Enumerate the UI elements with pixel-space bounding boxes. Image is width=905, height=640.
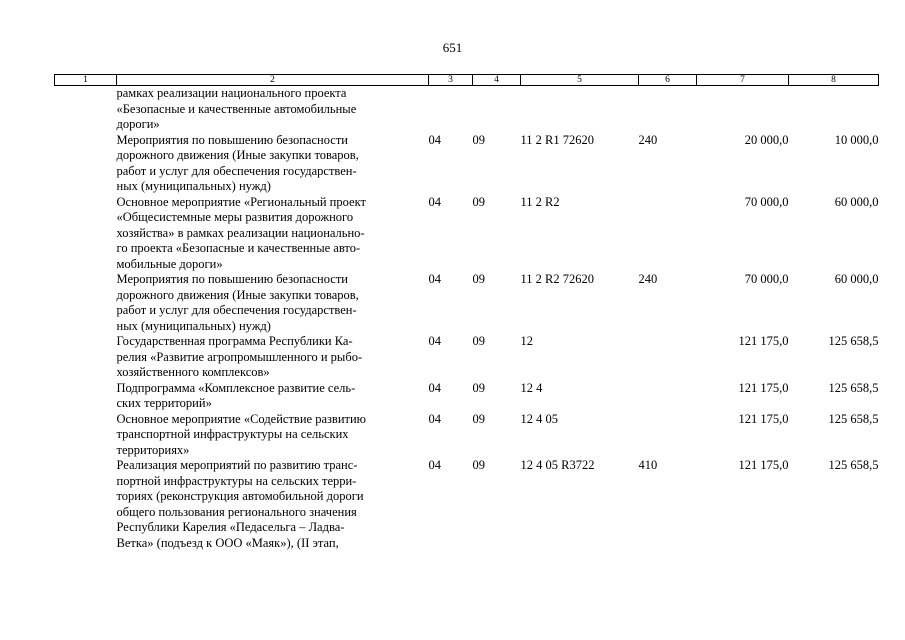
target-article-code: 11 2 R2 xyxy=(520,194,560,209)
item-name-line: Реализация мероприятий по развитию транс- xyxy=(116,458,358,472)
subsection-code xyxy=(473,86,521,133)
table-row xyxy=(55,334,879,381)
amount-year-2 xyxy=(789,86,879,133)
item-name-line: ских территорий» xyxy=(116,396,212,410)
amount-year-1: 121 175,0 xyxy=(738,334,789,348)
row-number-cell xyxy=(55,381,117,412)
item-name-line: Основное мероприятие «Региональный проект xyxy=(116,194,366,209)
item-name-line: хозяйства» в рамках реализации национально- xyxy=(116,225,365,240)
item-name-line: общего пользования регионального значения xyxy=(116,504,357,519)
item-name-line: работ и услуг для обеспечения государствен- xyxy=(116,303,357,317)
section-code: 04 xyxy=(428,334,441,348)
section-code: 04 xyxy=(428,272,441,286)
item-name-line: релия «Развитие агропромышленного и рыбо- xyxy=(116,349,363,364)
item-name-line: дорожного движения (Иные закупки товаров, xyxy=(116,148,359,162)
item-name-cell xyxy=(117,133,429,195)
target-article-code: 12 4 xyxy=(520,380,543,395)
row-number-cell xyxy=(55,458,117,551)
row-number-cell xyxy=(55,133,117,195)
col-header: 1 xyxy=(55,75,117,86)
item-name-line: Основное мероприятие «Содействие развитию xyxy=(116,411,367,426)
subsection-code: 09 xyxy=(472,194,485,209)
table-row xyxy=(55,195,879,273)
amount-year-1 xyxy=(697,86,789,133)
row-number-cell xyxy=(55,195,117,273)
target-article-code: 11 2 R1 72620 xyxy=(520,132,594,147)
item-name-line: работ и услуг для обеспечения государствен- xyxy=(116,163,357,178)
section-code: 04 xyxy=(428,458,441,472)
budget-table xyxy=(54,74,879,551)
expense-type-code xyxy=(639,381,697,412)
amount-year-2: 60 000,0 xyxy=(834,272,879,286)
amount-year-2: 125 658,5 xyxy=(828,458,879,472)
item-name-line: «Общесистемные меры развития дорожного xyxy=(116,210,354,224)
item-name-line: Государственная программа Республики Ка- xyxy=(116,334,353,348)
expense-type-code: 410 xyxy=(638,458,658,472)
section-code: 04 xyxy=(428,380,441,395)
item-name-line: мобильные дороги» xyxy=(116,256,223,271)
amount-year-2: 125 658,5 xyxy=(828,411,879,426)
col-header: 8 xyxy=(789,75,879,86)
subsection-code: 09 xyxy=(472,334,485,348)
target-article-code: 12 4 05 xyxy=(520,411,558,426)
table-body xyxy=(55,86,879,552)
item-name-line: территориях» xyxy=(116,442,190,457)
item-name-line: ных (муниципальных) нужд) xyxy=(116,318,271,333)
item-name-cell xyxy=(117,86,429,133)
col-header: 7 xyxy=(697,75,789,86)
col-header: 4 xyxy=(473,75,521,86)
item-name-cell xyxy=(117,334,429,381)
expense-type-code xyxy=(639,86,697,133)
item-name-line: дорожного движения (Иные закупки товаров, xyxy=(116,287,359,302)
item-name-line: Мероприятия по повышению безопасности xyxy=(116,132,348,147)
amount-year-1: 121 175,0 xyxy=(738,411,789,426)
section-code: 04 xyxy=(428,411,441,426)
amount-year-2: 10 000,0 xyxy=(834,132,879,147)
subsection-code: 09 xyxy=(472,411,485,426)
section-code: 04 xyxy=(428,194,441,209)
item-name-line: хозяйственного комплексов» xyxy=(116,365,270,379)
item-name-line: портной инфраструктуры на сельских терри- xyxy=(116,473,357,488)
row-number-cell xyxy=(55,272,117,334)
row-number-cell xyxy=(55,412,117,459)
target-article-code: 12 4 05 R3722 xyxy=(520,458,595,472)
col-header: 6 xyxy=(639,75,697,86)
column-number-header xyxy=(55,75,879,86)
table-row xyxy=(55,381,879,412)
col-header: 5 xyxy=(521,75,639,86)
row-number-cell xyxy=(55,86,117,133)
amount-year-1: 121 175,0 xyxy=(738,380,789,395)
item-name-line: дороги» xyxy=(116,117,160,131)
target-article-code: 12 xyxy=(520,334,533,348)
amount-year-1: 20 000,0 xyxy=(744,132,789,147)
amount-year-1: 70 000,0 xyxy=(744,194,789,209)
table-row xyxy=(55,133,879,195)
item-name-line: транспортной инфраструктуры на сельских xyxy=(116,427,349,441)
table-row xyxy=(55,412,879,459)
item-name-line: ных (муниципальных) нужд) xyxy=(116,179,271,193)
item-name-cell xyxy=(117,412,429,459)
target-article-code xyxy=(521,86,639,133)
item-name-line: «Безопасные и качественные автомобильные xyxy=(116,101,357,116)
subsection-code: 09 xyxy=(472,380,485,395)
amount-year-2: 125 658,5 xyxy=(828,380,879,395)
page-number: 651 xyxy=(442,40,463,55)
item-name-line: Ветка» (подъезд к ООО «Маяк»), (II этап, xyxy=(116,535,339,550)
item-name-line: Мероприятия по повышению безопасности xyxy=(116,272,348,286)
item-name-cell xyxy=(117,381,429,412)
amount-year-1: 70 000,0 xyxy=(744,272,789,286)
table-row xyxy=(55,458,879,551)
item-name-line: Республики Карелия «Педасельга – Ладва- xyxy=(116,520,345,534)
amount-year-2: 125 658,5 xyxy=(828,334,879,348)
table-row xyxy=(55,86,879,133)
subsection-code: 09 xyxy=(472,132,485,147)
col-header: 3 xyxy=(429,75,473,86)
expense-type-code xyxy=(639,195,697,273)
item-name-line: рамках реализации национального проекта xyxy=(116,86,347,100)
table-row xyxy=(55,272,879,334)
expense-type-code xyxy=(639,334,697,381)
item-name-line: ториях (реконструкция автомобильной дороги xyxy=(116,489,364,503)
subsection-code: 09 xyxy=(472,458,485,472)
target-article-code: 11 2 R2 72620 xyxy=(520,272,594,286)
row-number-cell xyxy=(55,334,117,381)
amount-year-1: 121 175,0 xyxy=(738,458,789,472)
section-code xyxy=(429,86,473,133)
col-header: 2 xyxy=(117,75,429,86)
item-name-cell xyxy=(117,272,429,334)
expense-type-code xyxy=(639,412,697,459)
item-name-line: Подпрограмма «Комплексное развитие сель- xyxy=(116,380,356,395)
item-name-cell xyxy=(117,458,429,551)
expense-type-code: 240 xyxy=(638,132,658,147)
amount-year-2: 60 000,0 xyxy=(834,194,879,209)
section-code: 04 xyxy=(428,132,441,147)
subsection-code: 09 xyxy=(472,272,485,286)
item-name-line: го проекта «Безопасные и качественные авто- xyxy=(116,241,361,255)
item-name-cell xyxy=(117,195,429,273)
expense-type-code: 240 xyxy=(638,272,658,286)
